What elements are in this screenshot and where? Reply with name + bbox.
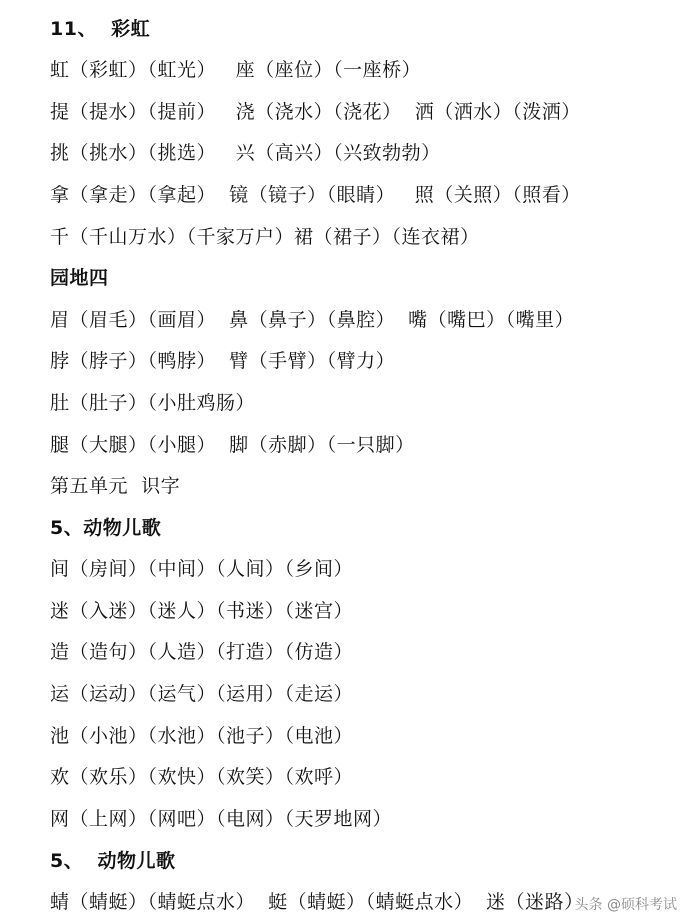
source-watermark: 头条 @硕科考试 (574, 897, 677, 913)
section-heading-animal-songs-repeat: 5、 动物儿歌 (50, 850, 176, 872)
vocab-line: 千（千山万水）（千家万户）裙（裙子）（连衣裙） (50, 226, 480, 248)
vocab-line: 网（上网）（网吧）（电网）（天罗地网） (50, 808, 393, 830)
vocab-line: 蜻（蜻蜓）（蜻蜓点水） 蜓（蜻蜓）（蜻蜓点水） 迷（迷路） (50, 891, 584, 913)
section-heading-animal-songs: 5、动物儿歌 (50, 517, 162, 539)
vocab-line: 欢（欢乐）（欢快）（欢笑）（欢呼） (50, 766, 354, 788)
section-heading-garden-four: 园地四 (50, 267, 109, 289)
vocab-line: 拿（拿走）（拿起） 镜（镜子）（眼睛） 照（关照）（照看） (50, 184, 581, 206)
vocab-line: 腿（大腿）（小腿） 脚（赤脚）（一只脚） (50, 434, 415, 456)
vocab-line: 池（小池）（水池）（池子）（电池） (50, 725, 354, 747)
vocab-line: 眉（眉毛）（画眉） 鼻（鼻子）（鼻腔） 嘴（嘴巴）（嘴里） (50, 309, 575, 331)
vocab-line: 间（房间）（中间）（人间）（乡间） (50, 558, 354, 580)
vocab-line: 迷（入迷）（迷人）（书迷）（迷宫） (50, 600, 354, 622)
vocab-line: 提（提水）（提前） 浇（浇水）（浇花） 洒（洒水）（泼洒） (50, 101, 581, 123)
vocab-line: 虹（彩虹）（虹光） 座（座位）（一座桥） (50, 59, 422, 81)
vocab-line: 挑（挑水）（挑选） 兴（高兴）（兴致勃勃） (50, 142, 441, 164)
unit-heading: 第五单元 识字 (50, 475, 181, 497)
vocab-line: 脖（脖子）（鸭脖） 臂（手臂）（臂力） (50, 350, 396, 372)
section-heading-rainbow: 11、 彩虹 (50, 18, 151, 40)
vocab-line: 肚（肚子）（小肚鸡肠） (50, 392, 256, 414)
vocab-line: 运（运动）（运气）（运用）（走运） (50, 683, 354, 705)
vocab-line: 造（造句）（人造）（打造）（仿造） (50, 641, 354, 663)
